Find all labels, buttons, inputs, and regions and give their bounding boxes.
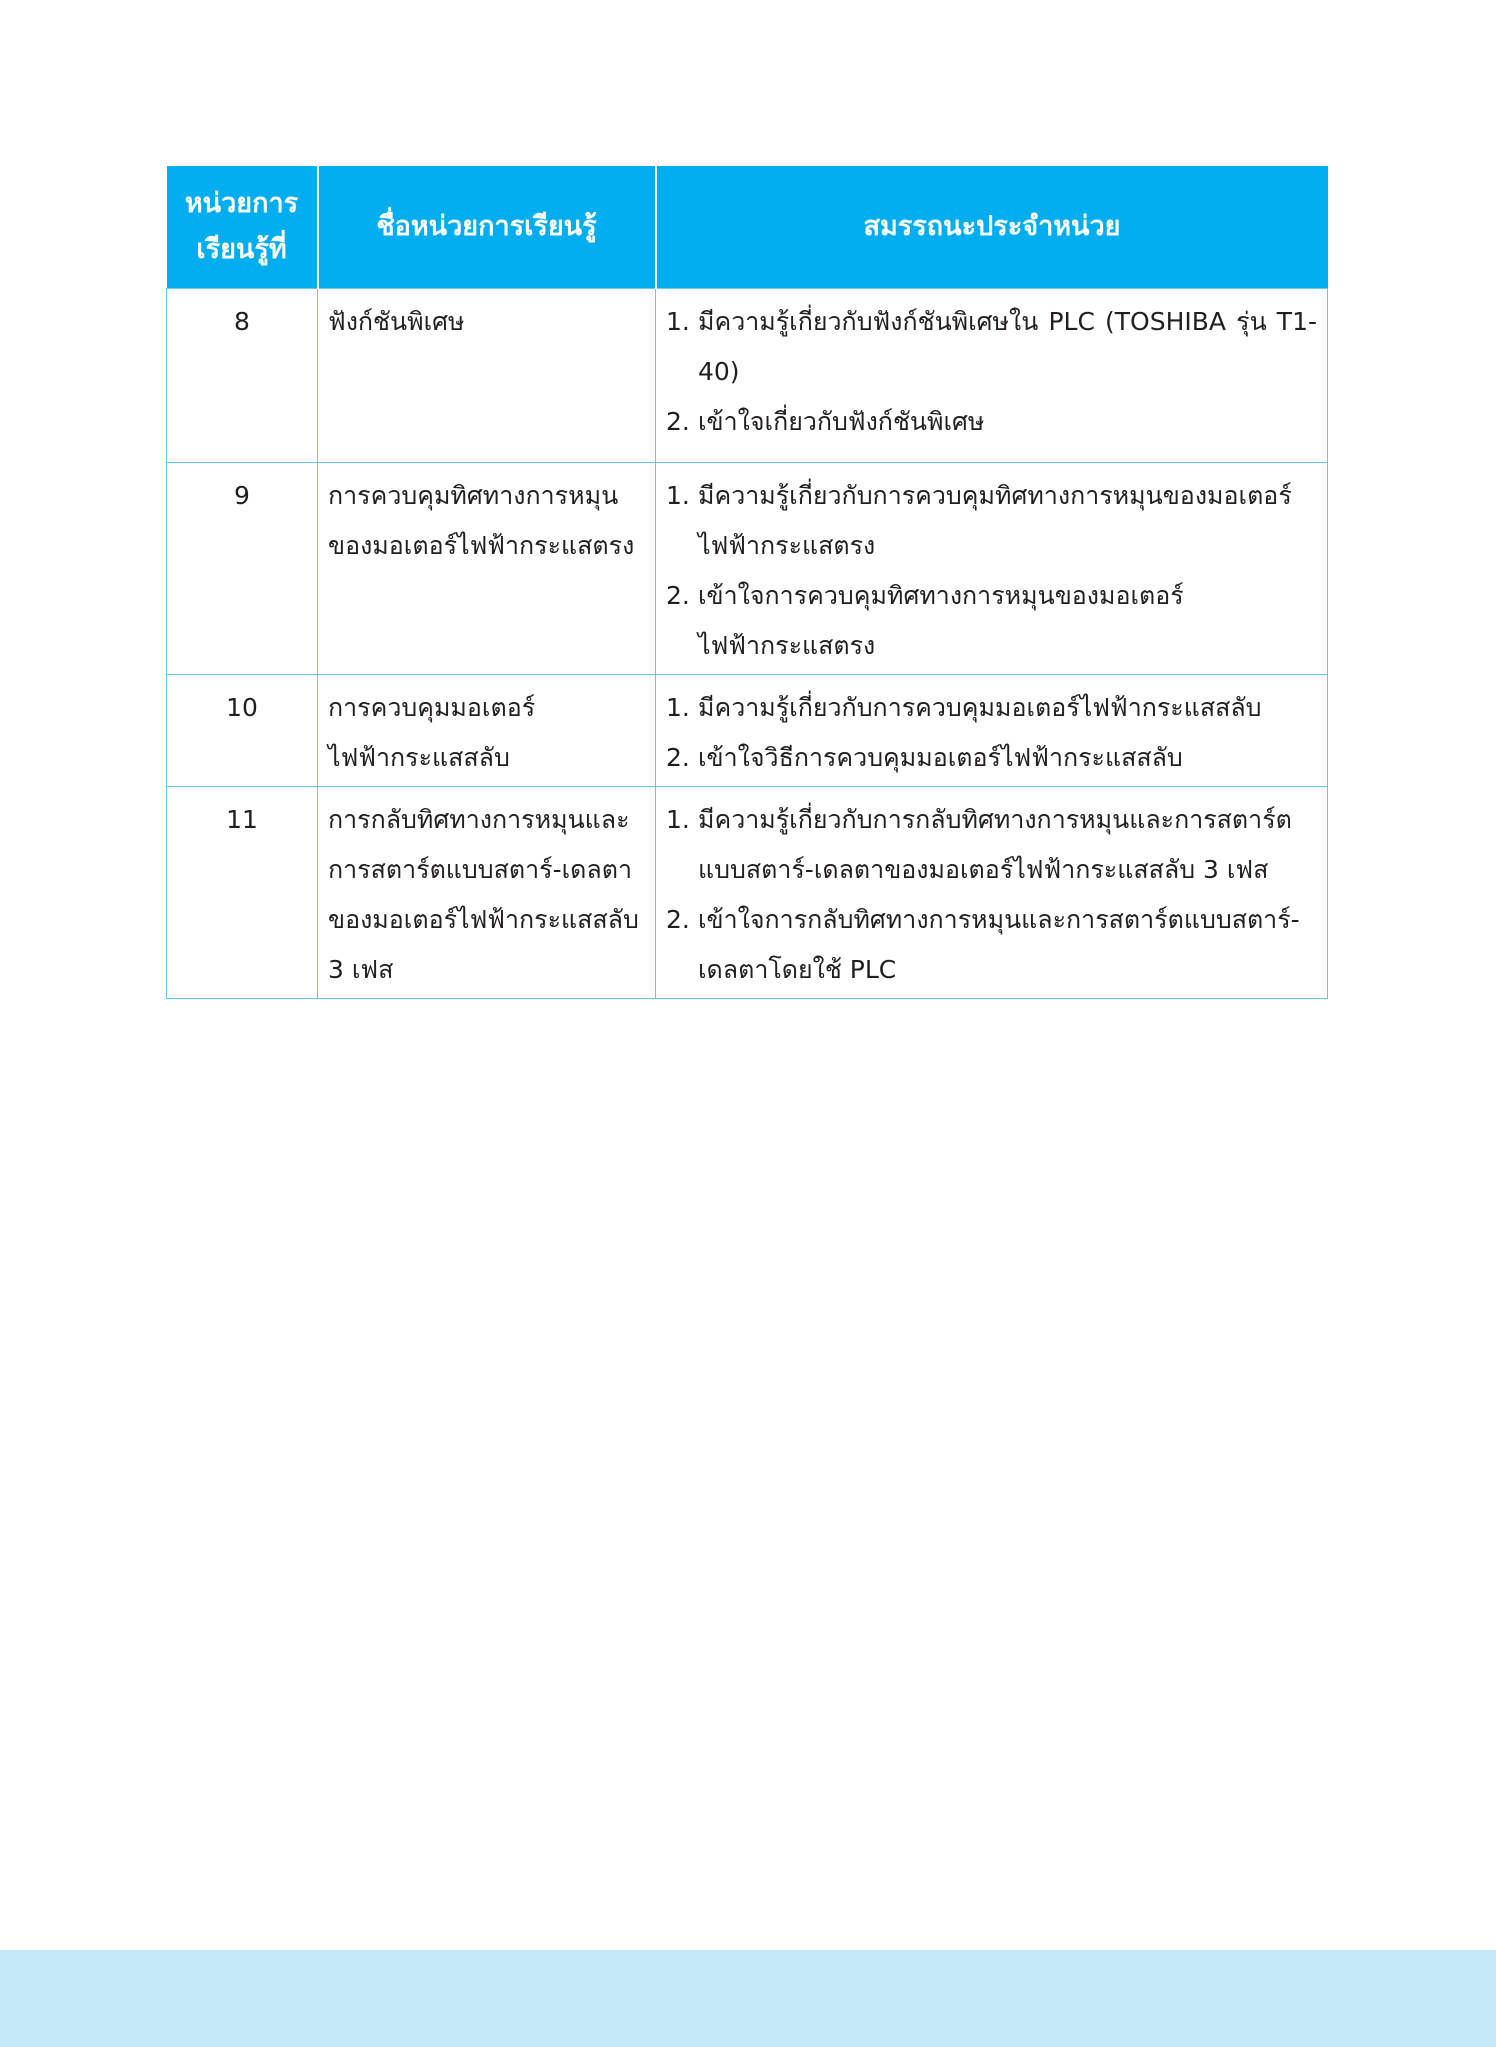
unit-number-cell: 8 [167, 288, 318, 462]
table-row [167, 462, 1328, 674]
unit-name-cell: ฟังก์ชันพิเศษ [318, 288, 656, 462]
header-unit-number-line-2: เรียนรู้ที่ [196, 233, 287, 265]
table-row [167, 288, 1328, 462]
unit-name-cell: การกลับทิศทางการหมุนและการสตาร์ตแบบสตาร์-เดลตาของมอเตอร์ไฟฟ้ากระแสสลับ 3 เฟส [318, 786, 656, 998]
competency-item [666, 297, 1317, 397]
competency-number: 1. [666, 804, 690, 834]
competency-number: 2. [666, 742, 690, 772]
competency-text: เข้าใจเกี่ยวกับฟังก์ชันพิเศษ [698, 406, 985, 436]
competency-number: 1. [666, 692, 690, 722]
unit-name-cell: การควบคุมมอเตอร์ไฟฟ้ากระแสสลับ [318, 674, 656, 786]
unit-name-cell: การควบคุมทิศทางการหมุนของมอเตอร์ไฟฟ้ากระแสตรง [318, 462, 656, 674]
competency-item [666, 795, 1317, 895]
competency-cell [656, 674, 1328, 786]
unit-number-cell: 9 [167, 462, 318, 674]
competency-list [666, 471, 1317, 671]
table-row [167, 786, 1328, 998]
competency-text: มีความรู้เกี่ยวกับฟังก์ชันพิเศษใน PLC (TOSHIBA รุ่น T1-40) [698, 306, 1317, 386]
header-unit-number-line-1: หน่วยการ [184, 187, 299, 219]
competency-item [666, 733, 1317, 783]
competency-number: 1. [666, 480, 690, 510]
competency-text: มีความรู้เกี่ยวกับการควบคุมมอเตอร์ไฟฟ้ากระแสสลับ [698, 692, 1262, 722]
competency-list [666, 297, 1317, 447]
competency-text: มีความรู้เกี่ยวกับการควบคุมทิศทางการหมุนของมอเตอร์ไฟฟ้ากระแสตรง [698, 480, 1292, 560]
competency-text: เข้าใจวิธีการควบคุมมอเตอร์ไฟฟ้ากระแสสลับ [698, 742, 1183, 772]
competency-text: เข้าใจการกลับทิศทางการหมุนและการสตาร์ตแบบสตาร์-เดลตาโดยใช้ PLC [698, 904, 1300, 984]
competency-list [666, 795, 1317, 995]
unit-number-cell: 10 [167, 674, 318, 786]
header-unit-number [167, 166, 318, 288]
competency-cell [656, 288, 1328, 462]
header-unit-name: ชื่อหน่วยการเรียนรู้ [318, 166, 656, 288]
competency-cell [656, 786, 1328, 998]
competency-cell [656, 462, 1328, 674]
competency-number: 2. [666, 904, 690, 934]
competency-item [666, 397, 1317, 447]
table-row [167, 674, 1328, 786]
competency-number: 2. [666, 406, 690, 436]
competency-item [666, 683, 1317, 733]
footer-band [0, 1950, 1496, 2047]
unit-number-cell: 11 [167, 786, 318, 998]
competency-list [666, 683, 1317, 783]
competency-item [666, 571, 1317, 671]
competency-text: เข้าใจการควบคุมทิศทางการหมุนของมอเตอร์ไฟฟ้ากระแสตรง [698, 580, 1184, 660]
competency-text: มีความรู้เกี่ยวกับการกลับทิศทางการหมุนและการสตาร์ตแบบสตาร์-เดลตาของมอเตอร์ไฟฟ้ากระแสสลับ 3 เฟส [698, 804, 1292, 884]
table-header-row [167, 166, 1328, 288]
competency-number: 2. [666, 580, 690, 610]
header-competency: สมรรถนะประจำหน่วย [656, 166, 1328, 288]
learning-units-table [166, 166, 1328, 999]
competency-number: 1. [666, 306, 690, 336]
competency-item [666, 471, 1317, 571]
competency-item [666, 895, 1317, 995]
